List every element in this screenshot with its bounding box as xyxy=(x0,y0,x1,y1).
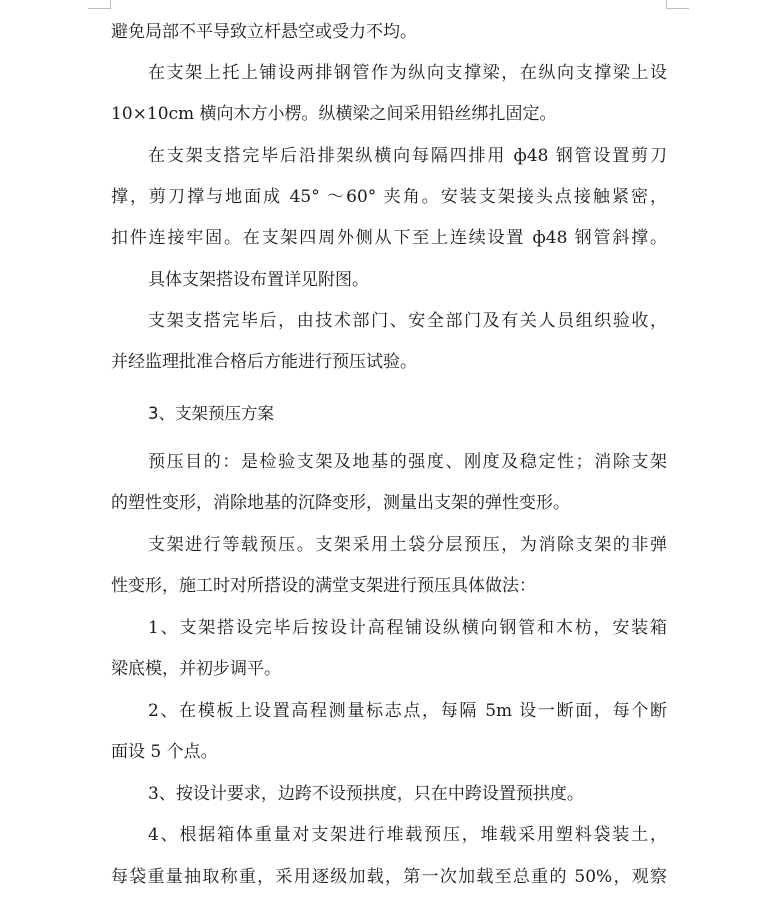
list-item-line: 面设 5 个点。 xyxy=(111,742,218,762)
paragraph-line: 支架进行等载预压。支架采用土袋分层预压，为消除支架的非弹 xyxy=(148,535,667,555)
list-item-line: 3、按设计要求，边跨不设预拱度，只在中跨设置预拱度。 xyxy=(148,784,584,804)
paragraph-line: 撑，剪刀撑与地面成 45° ～60° 夹角。安装支架接头点接触紧密， xyxy=(111,187,667,207)
paragraph-line: 预压目的：是检验支架及地基的强度、刚度及稳定性；消除支架 xyxy=(148,452,667,472)
paragraph-line: 10×10cm 横向木方小楞。纵横梁之间采用铅丝绑扎固定。 xyxy=(111,104,557,124)
paragraph-line: 扣件连接牢固。在支架四周外侧从下至上连续设置 ф48 钢管斜撑。 xyxy=(111,228,667,248)
list-item-line: 梁底模，并初步调平。 xyxy=(111,659,281,679)
paragraph-line: 避免局部不平导致立杆悬空或受力不均。 xyxy=(111,22,417,42)
list-item-line: 4、根据箱体重量对支架进行堆载预压，堆载采用塑料袋装土， xyxy=(148,825,667,845)
paragraph-line: 性变形，施工时对所搭设的满堂支架进行预压具体做法： xyxy=(111,576,536,596)
list-item-line: 2、在模板上设置高程测量标志点，每隔 5m 设一断面，每个断 xyxy=(148,701,667,721)
list-item-line: 每袋重量抽取称重，采用逐级加载，第一次加载至总重的 50%，观察 xyxy=(111,867,667,887)
paragraph-line: 在支架支搭完毕后沿排架纵横向每隔四排用 ф48 钢管设置剪刀 xyxy=(148,146,667,166)
section-heading: 3、支架预压方案 xyxy=(148,404,274,423)
paragraph-line: 支架支搭完毕后，由技术部门、安全部门及有关人员组织验收， xyxy=(148,311,667,331)
paragraph-line: 的塑性变形，消除地基的沉降变形，测量出支架的弹性变形。 xyxy=(111,493,570,513)
paragraph-line: 在支架上托上铺设两排钢管作为纵向支撑梁，在纵向支撑梁上设 xyxy=(148,63,667,83)
page-corner-mark-right xyxy=(666,0,689,9)
list-item-line: 1、支架搭设完毕后按设计高程铺设纵横向钢管和木枋，安装箱 xyxy=(148,618,667,638)
paragraph-line: 并经监理批准合格后方能进行预压试验。 xyxy=(111,352,417,372)
page-corner-mark-left xyxy=(88,0,111,9)
paragraph-line: 具体支架搭设布置详见附图。 xyxy=(148,270,369,290)
